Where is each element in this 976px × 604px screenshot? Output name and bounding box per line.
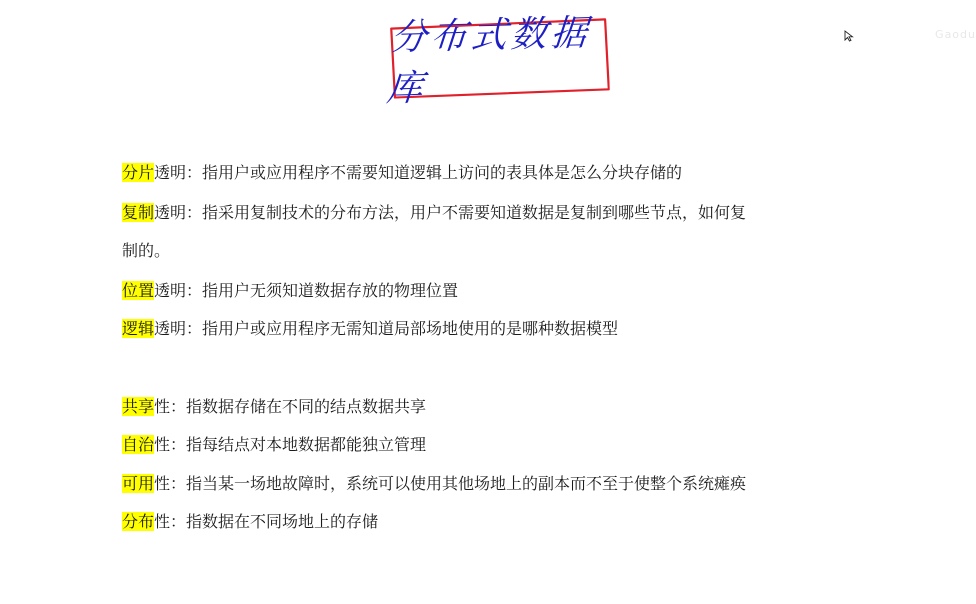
highlight-term: 分片 bbox=[122, 163, 155, 182]
highlight-term: 共享 bbox=[122, 397, 155, 416]
term-description: ：指数据在不同场地上的存储 bbox=[170, 512, 379, 531]
term-description: ：指数据存储在不同的结点数据共享 bbox=[170, 397, 427, 416]
property-item-distribution bbox=[122, 511, 378, 533]
watermark: Gaodu bbox=[935, 28, 976, 41]
transparency-item-replication-cont bbox=[122, 240, 170, 262]
term-description: ：指用户无须知道数据存放的物理位置 bbox=[186, 281, 459, 300]
term-description: ：指每结点对本地数据都能独立管理 bbox=[170, 435, 427, 454]
term-description: ：指用户或应用程序无需知道局部场地使用的是哪种数据模型 bbox=[186, 319, 619, 338]
mouse-cursor-icon bbox=[844, 30, 854, 42]
term-suffix: 性 bbox=[154, 397, 171, 416]
highlight-term: 位置 bbox=[122, 281, 155, 300]
property-item-availability bbox=[122, 473, 746, 495]
highlight-term: 分布 bbox=[122, 512, 155, 531]
term-suffix: 透明 bbox=[154, 163, 187, 182]
title-text: 分布式数据库 bbox=[385, 12, 593, 110]
term-suffix: 透明 bbox=[154, 203, 187, 222]
highlight-term: 复制 bbox=[122, 203, 155, 222]
property-item-autonomy bbox=[122, 434, 426, 456]
transparency-item-fragment bbox=[122, 162, 682, 184]
handwritten-title bbox=[385, 12, 610, 110]
transparency-item-replication bbox=[122, 202, 746, 224]
term-suffix: 性 bbox=[154, 474, 171, 493]
term-description: ：指当某一场地故障时，系统可以使用其他场地上的副本而不至于使整个系统瘫痪 bbox=[170, 474, 747, 493]
property-item-sharing bbox=[122, 396, 426, 418]
transparency-item-logic bbox=[122, 318, 618, 340]
term-suffix: 性 bbox=[154, 435, 171, 454]
term-suffix: 性 bbox=[154, 512, 171, 531]
highlight-term: 可用 bbox=[122, 474, 155, 493]
highlight-term: 逻辑 bbox=[122, 319, 155, 338]
highlight-term: 自治 bbox=[122, 435, 155, 454]
term-description-continued: 制的。 bbox=[122, 241, 171, 260]
term-suffix: 透明 bbox=[154, 281, 187, 300]
transparency-item-location bbox=[122, 280, 458, 302]
term-description: ：指用户或应用程序不需要知道逻辑上访问的表具体是怎么分块存储的 bbox=[186, 163, 683, 182]
term-description: ：指采用复制技术的分布方法，用户不需要知道数据是复制到哪些节点，如何复 bbox=[186, 203, 747, 222]
term-suffix: 透明 bbox=[154, 319, 187, 338]
